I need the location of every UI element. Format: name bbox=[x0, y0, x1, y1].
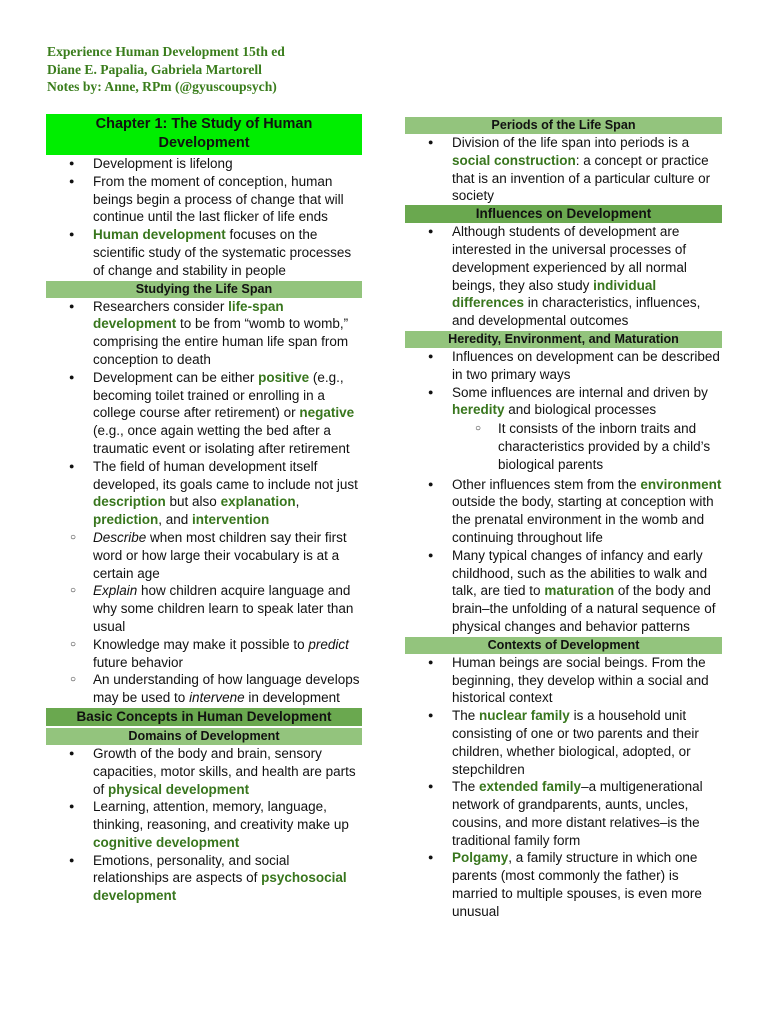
list-item: ● Polgamy, a family structure in which one parents (most commonly the father) is married to multiple spouses, is even more unusual bbox=[405, 849, 722, 920]
key-term: prediction bbox=[93, 512, 159, 528]
list-item: ● Learning, attention, memory, language, thinking, reasoning, and creativity make up cognitive development bbox=[46, 798, 362, 851]
section-heading-domains: Domains of Development bbox=[46, 728, 362, 745]
list-item: ● Influences on development can be described in two primary ways bbox=[405, 348, 722, 384]
periods-list bbox=[405, 134, 722, 205]
contexts-list bbox=[405, 654, 722, 921]
sub-list-item: ○ Knowledge may make it possible to predict future behavior bbox=[46, 636, 362, 672]
section-heading-influences: Influences on Development bbox=[405, 205, 722, 223]
key-term: positive bbox=[258, 369, 310, 385]
list-item: ● Division of the life span into periods is a social construction: a concept or practice that is an invention of a particular culture or society bbox=[405, 134, 722, 205]
key-term: psychosocial development bbox=[93, 870, 347, 904]
key-term: individual differences bbox=[452, 277, 657, 311]
list-item: ● From the moment of conception, human beings begin a process of change that will continue until the last flicker of life ends bbox=[46, 173, 362, 226]
key-term: social construction bbox=[452, 152, 576, 168]
list-item: ● Other influences stem from the environment outside the body, starting at conception with the prenatal environment in the womb and continuing throughout life bbox=[405, 476, 722, 547]
list-item: ● Development is lifelong bbox=[46, 155, 362, 173]
key-term: negative bbox=[299, 405, 355, 421]
key-term: environment bbox=[640, 476, 722, 492]
goals-sublist bbox=[46, 529, 362, 707]
domains-list bbox=[46, 745, 362, 905]
key-term: life-span development bbox=[93, 298, 284, 332]
list-item: ● Some influences are internal and driven by heredity and biological processes ○ It consists of the inborn traits and characteristics provided by a child’s biological parents bbox=[405, 384, 722, 474]
heredity-sublist bbox=[451, 420, 722, 473]
sub-list-item: ○ Explain how children acquire language and why some children learn to speak later than usual bbox=[46, 582, 362, 635]
list-item: ● The field of human development itself developed, its goals came to include not just description but also explanation, prediction, and intervention ○ Describe when most children say their first word or how large their vocabulary is at a certain age ○ Explain how children acquire language and why some children learn to speak later than usual ○ Knowledge may make it possible to predict future behavior ○ An understanding of how language develops may be used to intervene in development bbox=[46, 458, 362, 707]
list-item: ● Although students of development are interested in the universal processes of development experienced by all normal beings, they also study individual differences in characteristics, influences, and developmental outcomes bbox=[405, 223, 722, 330]
list-item: ● Growth of the body and brain, sensory capacities, motor skills, and health are parts of physical development bbox=[46, 745, 362, 798]
left-column bbox=[46, 114, 362, 905]
right-column bbox=[405, 117, 722, 921]
sub-list-item: ○ It consists of the inborn traits and characteristics provided by a child’s biological parents bbox=[451, 420, 722, 473]
book-authors: Diane E. Papalia, Gabriela Martorell bbox=[47, 61, 262, 77]
section-heading-periods: Periods of the Life Span bbox=[405, 117, 722, 134]
list-item: ● The nuclear family is a household unit consisting of one or two parents and their children, whether biological, adopted, or stepchildren bbox=[405, 707, 722, 778]
intro-list bbox=[46, 155, 362, 280]
section-heading-contexts: Contexts of Development bbox=[405, 637, 722, 654]
key-term: Human development bbox=[93, 227, 226, 243]
studying-list bbox=[46, 298, 362, 707]
key-term: cognitive development bbox=[93, 834, 240, 850]
key-term: intervention bbox=[192, 512, 270, 528]
list-item: ● Many typical changes of infancy and early childhood, such as the abilities to walk and talk, are tied to maturation of the body and brain–the unfolding of a natural sequence of physical changes and behavior patterns bbox=[405, 547, 722, 636]
list-item: ● Researchers consider life-span development to be from “womb to womb,” comprising the entire human life span from conception to death bbox=[46, 298, 362, 369]
list-item: ● Human development focuses on the scientific study of the systematic processes of change and stability in people bbox=[46, 226, 362, 279]
section-heading-studying: Studying the Life Span bbox=[46, 281, 362, 298]
section-heading-basic-concepts: Basic Concepts in Human Development bbox=[46, 708, 362, 726]
list-item: ● Development can be either positive (e.g., becoming toilet trained or enrolling in a college course after retirement) or negative (e.g., once again wetting the bed after a traumatic event or isolating after retirement bbox=[46, 369, 362, 458]
chapter-title: Chapter 1: The Study of Human Development bbox=[46, 114, 362, 155]
notes-author: Notes by: Anne, RPm (@gyuscoupsych) bbox=[47, 79, 277, 94]
sub-list-item: ○ An understanding of how language develops may be used to intervene in development bbox=[46, 671, 362, 707]
list-item: ● Human beings are social beings. From the beginning, they develop within a social and historical context bbox=[405, 654, 722, 707]
sub-list-item: ○ Describe when most children say their first word or how large their vocabulary is at a certain age bbox=[46, 529, 362, 582]
section-heading-heredity: Heredity, Environment, and Maturation bbox=[405, 331, 722, 348]
key-term: explanation bbox=[220, 494, 296, 510]
key-term: physical development bbox=[108, 781, 250, 797]
heredity-list bbox=[405, 348, 722, 636]
list-item: ● Emotions, personality, and social relationships are aspects of psychosocial development bbox=[46, 852, 362, 905]
key-term: Polgamy bbox=[452, 850, 509, 866]
document-header bbox=[47, 43, 285, 96]
key-term: heredity bbox=[452, 402, 505, 418]
book-title: Experience Human Development 15th ed bbox=[47, 44, 285, 59]
list-item: ● The extended family–a multigenerational network of grandparents, aunts, uncles, cousins, and more distant relatives–is the traditional family form bbox=[405, 778, 722, 849]
key-term: description bbox=[93, 494, 166, 510]
influences-list bbox=[405, 223, 722, 330]
key-term: maturation bbox=[544, 583, 615, 599]
key-term: nuclear family bbox=[479, 708, 570, 724]
key-term: extended family bbox=[479, 779, 582, 795]
